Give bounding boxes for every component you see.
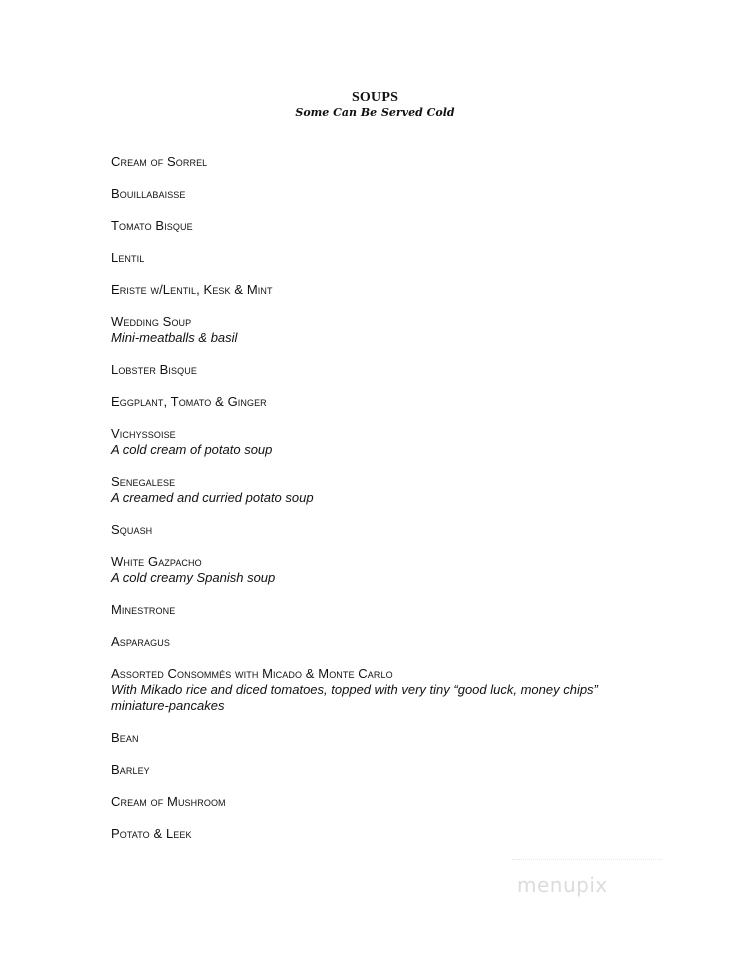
menu-item [111,826,711,842]
menu-item-name: Eggplant, Tomato & Ginger [111,394,267,409]
page-title: SOUPS [351,90,399,105]
menu-item-name: Vichyssoise [111,426,176,441]
menu-item-name: Squash [111,522,153,537]
menu-item-name: Assorted Consommés with Micado & Monte Carlo [111,666,393,681]
menu-item [111,426,711,458]
menu-item-description: A cold creamy Spanish soup [111,570,276,585]
menu-item [111,362,711,378]
menu-item-description: With Mikado rice and diced tomatoes, topped with very tiny “good luck, money chips” [111,682,598,697]
menu-item [111,250,711,266]
menu-item-description: miniature-pancakes [111,698,225,713]
menu-item [111,762,711,778]
menu-item-description: Mini-meatballs & basil [111,330,238,345]
page-subtitle: Some Can Be Served Cold [295,106,455,119]
menu-item-name: Bean [111,730,139,745]
menu-item-name: Lobster Bisque [111,362,197,377]
menu-item [111,186,711,202]
menu-item-name: Tomato Bisque [111,218,193,233]
menu-item-name: Cream of Mushroom [111,794,226,809]
menu-item [111,218,711,234]
menu-item-name: Eriste w/Lentil, Kesk & Mint [111,282,273,297]
soup-list [111,154,711,858]
menu-header [0,89,750,120]
menu-item [111,666,711,714]
menu-item [111,282,711,298]
menu-item-name: Cream of Sorrel [111,154,208,169]
menu-item [111,730,711,746]
menu-item-name: Potato & Leek [111,826,192,841]
menu-item-name: Minestrone [111,602,176,617]
menu-item [111,522,711,538]
menu-item [111,314,711,346]
watermark-divider [512,859,662,861]
menupix-watermark: menupix [517,873,608,897]
menu-item [111,554,711,586]
menu-item-name: Bouillabaisse [111,186,186,201]
menu-item [111,794,711,810]
menu-item [111,602,711,618]
menu-item-name: Senegalese [111,474,176,489]
menu-item [111,154,711,170]
menu-item-description: A creamed and curried potato soup [111,490,314,505]
menu-item-name: Barley [111,762,150,777]
menu-item [111,394,711,410]
menu-item [111,634,711,650]
menu-item-name: Lentil [111,250,145,265]
menu-item-name: Asparagus [111,634,170,649]
menu-item [111,474,711,506]
menu-item-name: White Gazpacho [111,554,202,569]
menu-item-name: Wedding Soup [111,314,192,329]
menu-item-description: A cold cream of potato soup [111,442,273,457]
